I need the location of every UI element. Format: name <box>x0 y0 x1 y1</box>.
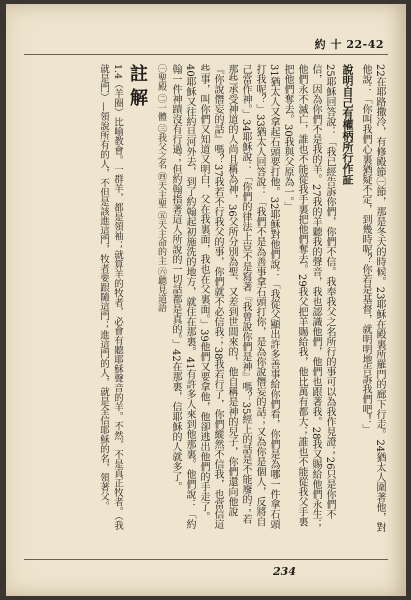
section-title: 說明自己有權柄所行作証 <box>341 64 354 185</box>
notes-heading: 註解 <box>127 64 148 112</box>
verse-paragraph: 31猶太人又拿起石頭要打他。32耶穌對他們說：「我從父顯出許多善事給你們看，你們是為哪一件拿石頭打我呢？」33猶太人回答說：「我們不是為善事拿石頭打你，是為你說僭妄的話；又為你是個人，反將自己當作神。」34耶穌說：「你們的律法上豈不是寫著『我曾說你們是神』嗎？35經上的話是不能廢的；若那些承受神道的人尚且稱為神，36父所分別為聖、又差到世間來的，他自稱是神的兒子，你們還向他說『你說僭妄的話』嗎？37我若不行我父的事，你們就不必信我；38我若行了，你們縱然不信我，也當信這些事，叫你們又知道又明白，父在我裏面，我也在父裏面。」39他們又要拿他，他卻逃出他們的手走了。 <box>198 64 279 530</box>
footnote: ㊄天主命的主 <box>156 210 166 265</box>
footnote-list <box>154 64 168 534</box>
running-head: 約 十 22-42 <box>314 38 384 51</box>
header-rule <box>24 54 388 55</box>
footnote: ㊁一體 <box>156 93 166 121</box>
footnote: ㊀聖殿 <box>156 64 166 91</box>
note-entry: 1.4（羊圈）比喻教會。一群羊，都是領袖；就算羊的牧者，必會有聽耶穌聲音的羊。不然，不是真正牧者。（我就是門）—領說所有的人，不但是該進這門，牧者要跟隨這門；進這門的人，就是全信耶穌的名，領著父。 <box>98 64 123 531</box>
footnote: ㊂我父之名 <box>156 123 166 169</box>
scripture-text-block <box>26 64 386 534</box>
footnote: ㊃天主聖 <box>156 171 166 208</box>
page-number: 234 <box>273 565 296 578</box>
verse-paragraph: 22在耶路撒冷，有修殿節㊀節，那是冬天的時候。23耶穌在殿裏所羅門的廊下行走。24猶太人圍著他，對他說：「你叫我們心裏猶疑不定，到幾時呢？你若是基督，就明明地告訴我們吧！」 <box>360 64 385 533</box>
footer-rule <box>24 559 388 560</box>
book-page <box>6 4 406 596</box>
footnote: ㊅聽見道語 <box>156 267 166 313</box>
verse-paragraph: 40耶穌又往約旦河外去，到了約翰起初施洗的地方，就住在那裏。41有許多人來到他那裏。他們說：「約翰一件神蹟沒有行過；但約翰指著這人所說的一切話都是真的。」42在那裏，信耶穌的人就多了。 <box>170 64 195 530</box>
verse-paragraph: 25耶穌回答說：「我已經告訴你們，你們不信。我奉我父之名所行的事可以為我作見證；26只是你們不信，因為你們不是我的羊。27我的羊聽我的聲音，我也認識他們，他們也跟著我。28我又賜給他們永生；他們永不滅亡，誰也不能從我手裏把他們奪去。29我父把羊賜給我，他比萬有都大；誰也不能從我父手裏把他們奪去。30我與父原為一。」 <box>282 64 335 530</box>
